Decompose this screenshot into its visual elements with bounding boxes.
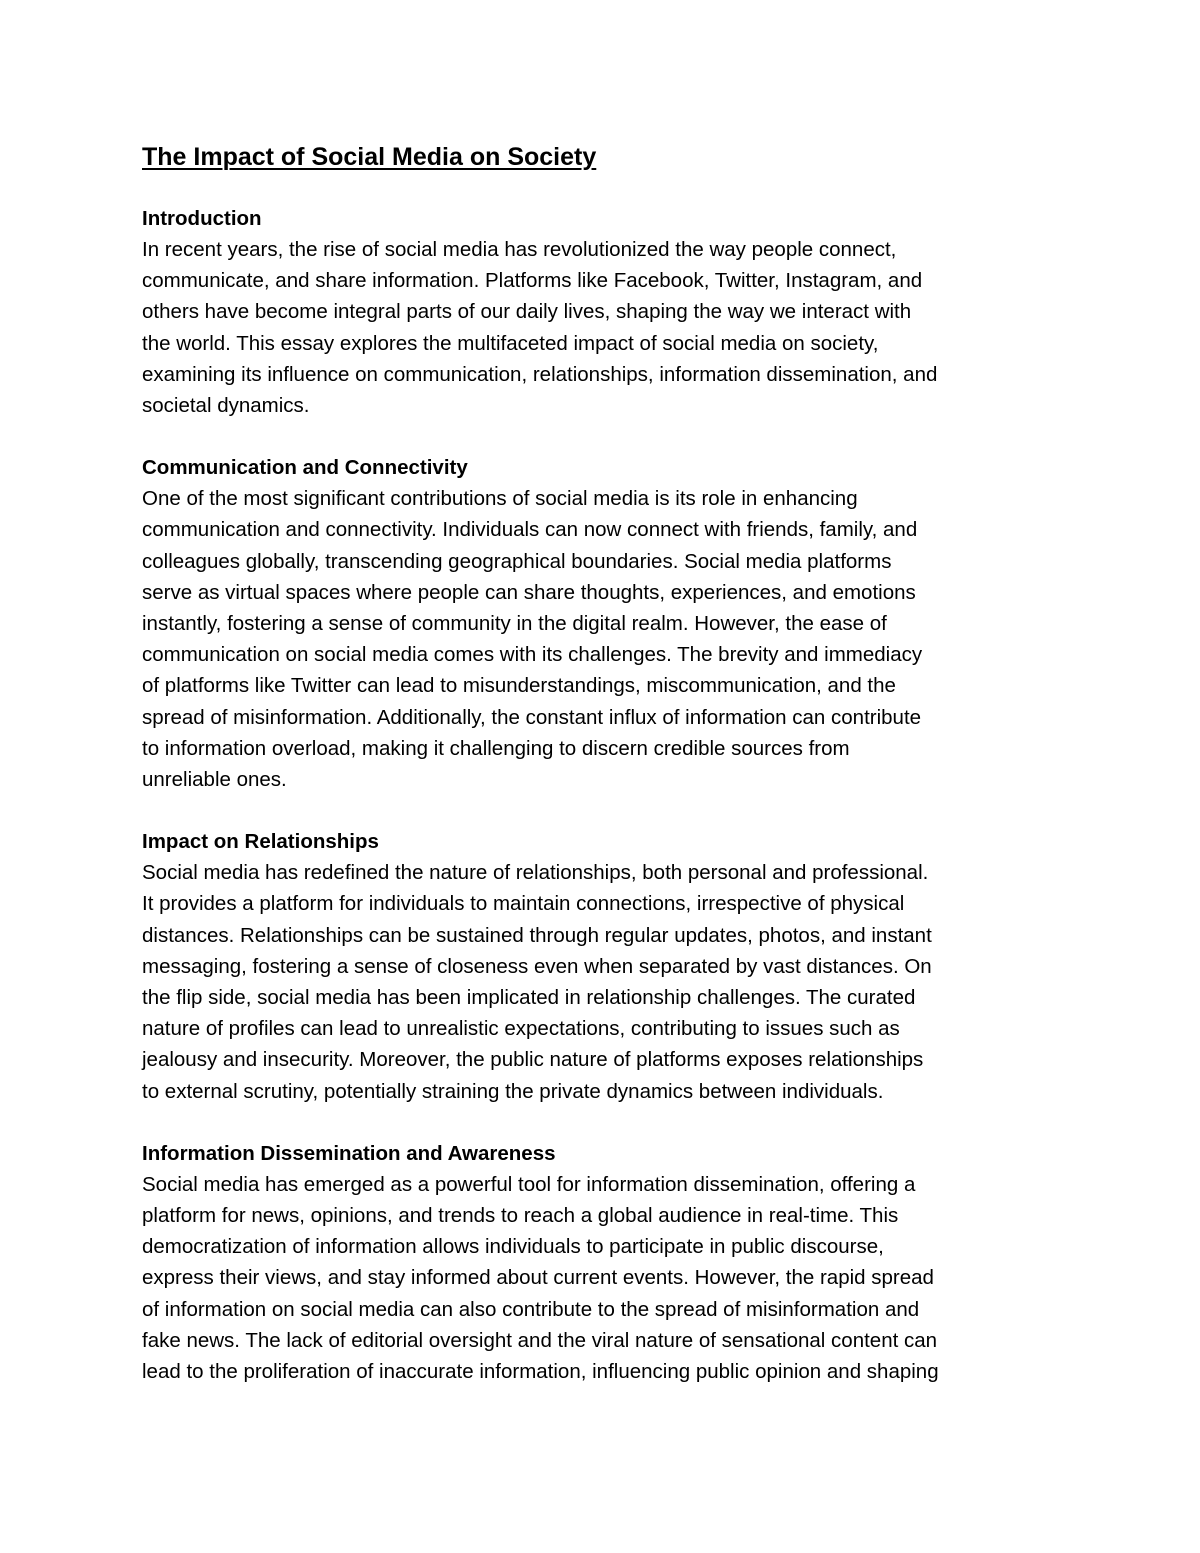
paragraph-line: examining its influence on communication, relationships, information dissemination, and: [142, 362, 938, 386]
paragraph-line: communicate, and share information. Platforms like Facebook, Twitter, Instagram, and: [142, 269, 923, 293]
paragraph-line: of information on social media can also contribute to the spread of misinformation and: [142, 1297, 920, 1321]
paragraph-line: spread of misinformation. Additionally, the constant influx of information can contribute: [142, 705, 922, 729]
paragraph-line: messaging, fostering a sense of closeness even when separated by vast distances. On: [142, 954, 932, 978]
paragraph-line: others have become integral parts of our daily lives, shaping the way we interact with: [142, 300, 912, 324]
paragraph-line: instantly, fostering a sense of community in the digital realm. However, the ease of: [142, 612, 887, 636]
paragraph-line: platform for news, opinions, and trends to reach a global audience in real-time. This: [142, 1204, 899, 1228]
section-paragraph: [142, 234, 1072, 421]
paragraph-line: It provides a platform for individuals to maintain connections, irrespective of physical: [142, 892, 905, 916]
paragraph-line: fake news. The lack of editorial oversight and the viral nature of sensational content can: [142, 1328, 938, 1352]
paragraph-line: the world. This essay explores the multifaceted impact of social media on society,: [142, 331, 879, 355]
paragraph-line: societal dynamics.: [142, 394, 310, 418]
section-paragraph: [142, 483, 1072, 795]
paragraph-line: Social media has redefined the nature of relationships, both personal and professional.: [142, 861, 929, 885]
paragraph-line: colleagues globally, transcending geographical boundaries. Social media platforms: [142, 549, 892, 573]
paragraph-line: communication on social media comes with its challenges. The brevity and immediacy: [142, 643, 923, 667]
section-heading: Introduction: [142, 207, 262, 230]
paragraph-line: In recent years, the rise of social media has revolutionized the way people connect,: [142, 238, 897, 261]
paragraph-line: of platforms like Twitter can lead to misunderstandings, miscommunication, and the: [142, 674, 896, 698]
paragraph-line: express their views, and stay informed about current events. However, the rapid spread: [142, 1266, 934, 1290]
section-introduction: [142, 203, 1072, 421]
paragraph-line: jealousy and insecurity. Moreover, the public nature of platforms exposes relationships: [142, 1048, 924, 1072]
paragraph-line: lead to the proliferation of inaccurate information, influencing public opinion and shaping: [142, 1360, 939, 1384]
section-heading: Information Dissemination and Awareness: [142, 1141, 556, 1165]
paragraph-line: to external scrutiny, potentially straining the private dynamics between individuals.: [142, 1079, 884, 1103]
section-information-dissemination: [142, 1138, 1072, 1387]
paragraph-line: nature of profiles can lead to unrealistic expectations, contributing to issues such as: [142, 1017, 900, 1041]
section-paragraph: [142, 857, 1072, 1107]
document-title: The Impact of Social Media on Society: [142, 143, 597, 171]
paragraph-line: unreliable ones.: [142, 768, 287, 792]
paragraph-line: One of the most significant contributions of social media is its role in enhancing: [142, 487, 858, 511]
paragraph-line: to information overload, making it challenging to discern credible sources from: [142, 736, 850, 760]
paragraph-line: serve as virtual spaces where people can share thoughts, experiences, and emotions: [142, 580, 916, 604]
paragraph-line: distances. Relationships can be sustained through regular updates, photos, and instant: [142, 923, 932, 947]
section-impact-relationships: [142, 826, 1072, 1107]
paragraph-line: the flip side, social media has been implicated in relationship challenges. The curated: [142, 986, 916, 1010]
document-body: [142, 142, 1072, 1418]
paragraph-line: Social media has emerged as a powerful tool for information dissemination, offering a: [142, 1172, 916, 1196]
section-communication-connectivity: [142, 452, 1072, 795]
section-heading: Communication and Connectivity: [142, 456, 468, 480]
section-paragraph: [142, 1169, 1072, 1387]
paragraph-line: democratization of information allows individuals to participate in public discourse,: [142, 1235, 884, 1259]
paragraph-line: communication and connectivity. Individuals can now connect with friends, family, and: [142, 518, 918, 542]
section-heading: Impact on Relationships: [142, 830, 379, 854]
